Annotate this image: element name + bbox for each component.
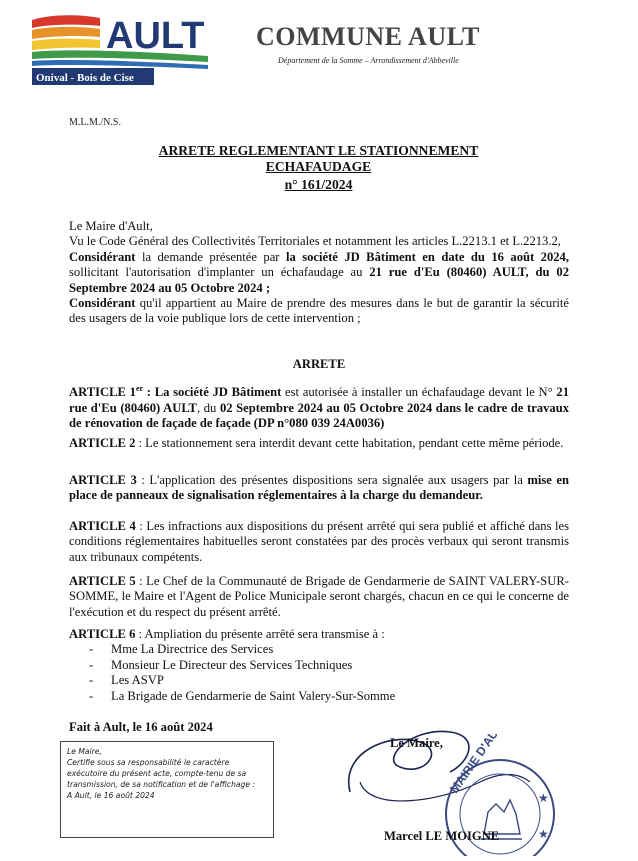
logo-wordmark: AULT bbox=[106, 15, 205, 57]
commune-title: COMMUNE AULT bbox=[256, 22, 480, 51]
article-4: ARTICLE 4 : Les infractions aux dispositions du présent arrêté qui sera publié et affiché dans les conditions réglementaires habituelles seront constatées par des procès verbaux qui seront transmis aux tribunaux compétents. bbox=[69, 519, 570, 564]
svg-text:★: ★ bbox=[538, 791, 549, 805]
svg-text:★: ★ bbox=[538, 827, 549, 841]
certification-box bbox=[60, 741, 274, 838]
place-date: Fait à Ault, le 16 août 2024 bbox=[69, 720, 213, 734]
article-label: ARTICLE 1 bbox=[69, 385, 136, 400]
commune-subtitle: Département de la Somme – Arrondissement d'Abbeville bbox=[278, 56, 459, 65]
considerant-label: Considérant bbox=[69, 296, 136, 311]
considerant-label: Considérant bbox=[69, 249, 136, 264]
certify-text: Certifie sous sa responsabilité le caractère exécutoire du présent acte, compte-tenu de sa transmission, de sa notification et de l'affichage : bbox=[67, 758, 256, 789]
article-label: ARTICLE 3 bbox=[69, 473, 137, 487]
recipient-item: - Monsieur Le Directeur des Services Techniques bbox=[89, 658, 569, 673]
commune-logo bbox=[30, 12, 210, 86]
article-label: ARTICLE 4 bbox=[69, 519, 136, 533]
preamble-mayor: Le Maire d'Ault, bbox=[69, 219, 153, 233]
recipient-item: - La Brigade de Gendarmerie de Saint Valery-Sur-Somme bbox=[89, 689, 569, 704]
certify-date: A Ault, le 16 août 2024 bbox=[67, 791, 155, 800]
signer-name: Marcel LE MOIGNE bbox=[384, 829, 500, 843]
recipient-list bbox=[89, 642, 569, 704]
article-1: ARTICLE 1er : La société JD Bâtiment est autorisée à installer un échafaudage devant le N° 21 rue d'Eu (80460) AULT, du 02 Septembre 2024 au 05 Octobre 2024 dans le cadre de travaux de rénovation de façade de façade (DP n°080 039 24A0036) bbox=[69, 384, 569, 430]
article-label: ARTICLE 2 bbox=[69, 436, 136, 450]
certify-mayor: Le Maire, bbox=[67, 747, 102, 756]
stamp-text: MAIRIE D'AULT bbox=[446, 734, 509, 796]
preamble-considerant-2: Considérant qu'il appartient au Maire de prendre des mesures dans le but de garantir la sécurité des usagers de la voie publique lors de cette intervention ; bbox=[69, 296, 569, 326]
document-reference: M.L.M./N.S. bbox=[69, 117, 121, 128]
article-6: ARTICLE 6 : Ampliation du présente arrêté sera transmise à : - Mme La Directrice des Services - Monsieur Le Directeur des Services Techniques - Les ASVP - La Brigade de Gendarmerie de Saint Valery-Sur-Somme bbox=[69, 627, 569, 704]
preamble-considerant-1: Considérant la demande présentée par la société JD Bâtiment en date du 16 août 2024, sollicitant l'autorisation d'implanter un échafaudage au 21 rue d'Eu (80460) AULT, du 02 Septembre 2024 au 05 Octobre 2024 ; bbox=[69, 249, 570, 295]
article-3: ARTICLE 3 : L'application des présentes dispositions sera signalée aux usagers par la mise en place de panneaux de signalisation réglementaires à la charge du demandeur. bbox=[69, 473, 569, 503]
recipient-item: - Mme La Directrice des Services bbox=[89, 642, 569, 657]
recipient-item: - Les ASVP bbox=[89, 673, 569, 688]
decree-title-line2: ECHAFAUDAGE bbox=[265, 159, 372, 174]
article-5: ARTICLE 5 : Le Chef de la Communauté de Brigade de Gendarmerie de SAINT VALERY-SUR-SOMME, le Maire et l'Agent de Police Municipale seront chargés, chacun en ce qui le concerne de l'exécution et du respect du présent arrêté. bbox=[69, 574, 569, 619]
preamble-vu: Vu le Code Général des Collectivités Territoriales et notamment les articles L.2213.1 et L.2213.2, bbox=[69, 234, 561, 249]
logo-subtitle: Onival - Bois de Cise bbox=[36, 72, 134, 84]
arrete-heading: ARRETE bbox=[292, 357, 346, 371]
signer-title: Le Maire, bbox=[390, 736, 443, 750]
preamble bbox=[69, 219, 569, 327]
decree-number: n° 161/2024 bbox=[284, 177, 353, 192]
decree-title-line1: ARRETE REGLEMENTANT LE STATIONNEMENT bbox=[158, 143, 479, 158]
article-2: ARTICLE 2 : Le stationnement sera interdit devant cette habitation, pendant cette même période. bbox=[69, 436, 564, 450]
article-label: ARTICLE 6 bbox=[69, 627, 136, 641]
article-label: ARTICLE 5 bbox=[69, 574, 136, 588]
